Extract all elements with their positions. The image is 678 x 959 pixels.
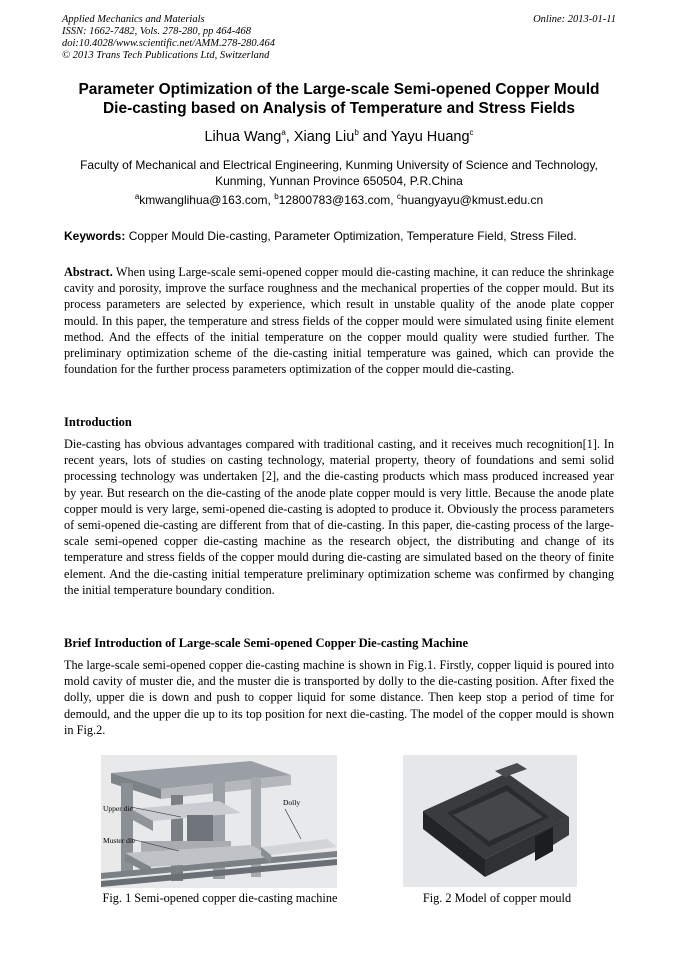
introduction-text: Die-casting has obvious advantages compared with traditional casting, and it receives much recognition[1]. In recent years, lots of studies on casting technology, material property, theory of foundations and semi solid processing technology was undertaken [2], and the die-casting products which mass produced increased year by year. But research on the die-casting of the anode plate copper mould is very little. Because the anode plate copper mould is very large, semi-opened die-casting is adopted to produce it. Obviously the process parameters of semi-opened die-casting are different from that of die-casting. In this paper, die-casting process of the large-scale semi-opened copper die-casting machine as the research object, the distributing and change of its temperature and stress fields of the copper mould during die-casting are simulated based on the theory of finite element. And the die-casting initial temperature preliminary optimization scheme was confirmed by changing the initial temperature boundary condition. — [64, 437, 614, 597]
email-link[interactable]: kmwanglihua@163.com — [139, 193, 268, 207]
author-name: Yayu Huang — [390, 129, 470, 145]
keywords-label: Keywords: — [64, 229, 126, 243]
section-heading-introduction: Introduction — [64, 415, 132, 429]
copper-mould-model-illustration — [403, 755, 577, 887]
affiliation-line-1: Faculty of Mechanical and Electrical Engineering, Kunming University of Science and Technology, — [80, 158, 598, 172]
email-mark: c — [396, 192, 401, 201]
brief-introduction-text: The large-scale semi-opened copper die-casting machine is shown in Fig.1. Firstly, copper liquid is poured into mold cavity of muster die, and the muster die is transported by dolly to the die-casting position. After fixed the dolly, upper die is down and push to copper liquid for some distance. Then keep stop a period of time for demould, and the upper die up to its top position for next die-casting. The model of the copper mould is shown in Fig.2. — [64, 658, 614, 737]
email-link[interactable]: 12800783@163.com — [278, 193, 391, 207]
abstract — [64, 264, 614, 377]
affiliation-line-2: Kunming, Yunnan Province 650504, P.R.China — [215, 173, 463, 188]
keywords-text: Copper Mould Die-casting, Parameter Optimization, Temperature Field, Stress Filed. — [128, 229, 577, 243]
email-link[interactable]: huangyayu@kmust.edu.cn — [400, 193, 544, 207]
author-mark: a — [281, 128, 286, 138]
copyright-line: © 2013 Trans Tech Publications Ltd, Switzerland — [62, 50, 270, 61]
journal-name: Applied Mechanics and Materials — [62, 14, 205, 25]
doi-line: doi:10.4028/www.scientific.net/AMM.278-280.464 — [62, 38, 275, 49]
affiliation — [60, 158, 618, 189]
figure-1-caption: Fig. 1 Semi-opened copper die-casting machine — [102, 891, 338, 905]
title-line-2: Die-casting based on Analysis of Temperature and Stress Fields — [102, 100, 576, 117]
online-date: Online: 2013-01-11 — [533, 14, 616, 25]
abstract-label: Abstract. — [64, 265, 113, 279]
abstract-text: When using Large-scale semi-opened copper mould die-casting machine, it can reduce the shrinkage cavity and porosity, improve the surface roughness and the mechanical properties of the copper mould. But its process parameters are selected by experience, which result in unstable quality of the anode plate copper mould. In this paper, the temperature and stress fields of the copper mould were simulated using finite element method. And the effects of the initial temperature on the copper mould quality were studied further. The preliminary optimization scheme of the die-casting initial temperature was gained, which can provide the foundation for the further process parameters optimization of the copper mould die-casting. — [64, 265, 614, 377]
title-line-1: Parameter Optimization of the Large-scale Semi-opened Copper Mould — [78, 81, 600, 98]
muster-die-label: Muster die — [103, 836, 136, 845]
paper-title — [40, 80, 638, 118]
author-list: Lihua Wang$^a$, Xiang Liu$^b$ and Yayu Huang$^c$ — [204, 128, 474, 145]
dolly-label: Dolly — [283, 798, 301, 807]
issn-line: ISSN: 1662-7482, Vols. 278-280, pp 464-468 — [62, 26, 251, 37]
figure-2-image — [403, 755, 577, 887]
upper-die-label: Upper die — [103, 804, 133, 813]
email-mark: a — [134, 192, 140, 201]
figure-1-image — [101, 755, 337, 888]
author-name: Lihua Wang — [204, 129, 282, 145]
author-mark: c — [469, 128, 474, 138]
author-name: Xiang Liu — [293, 129, 355, 145]
email-mark: b — [274, 192, 279, 201]
die-casting-machine-illustration — [101, 755, 337, 888]
keywords — [64, 229, 618, 243]
author-mark: b — [354, 128, 359, 138]
running-header — [62, 14, 616, 62]
section-heading-brief-introduction: Brief Introduction of Large-scale Semi-opened Copper Die-casting Machine — [64, 636, 469, 650]
email-list: $^a$kmwanglihua@163.com, $^b$12800783@163.com, $^c$huangyayu@kmust.edu.cn — [134, 192, 544, 207]
figure-2-caption: Fig. 2 Model of copper mould — [422, 891, 572, 905]
